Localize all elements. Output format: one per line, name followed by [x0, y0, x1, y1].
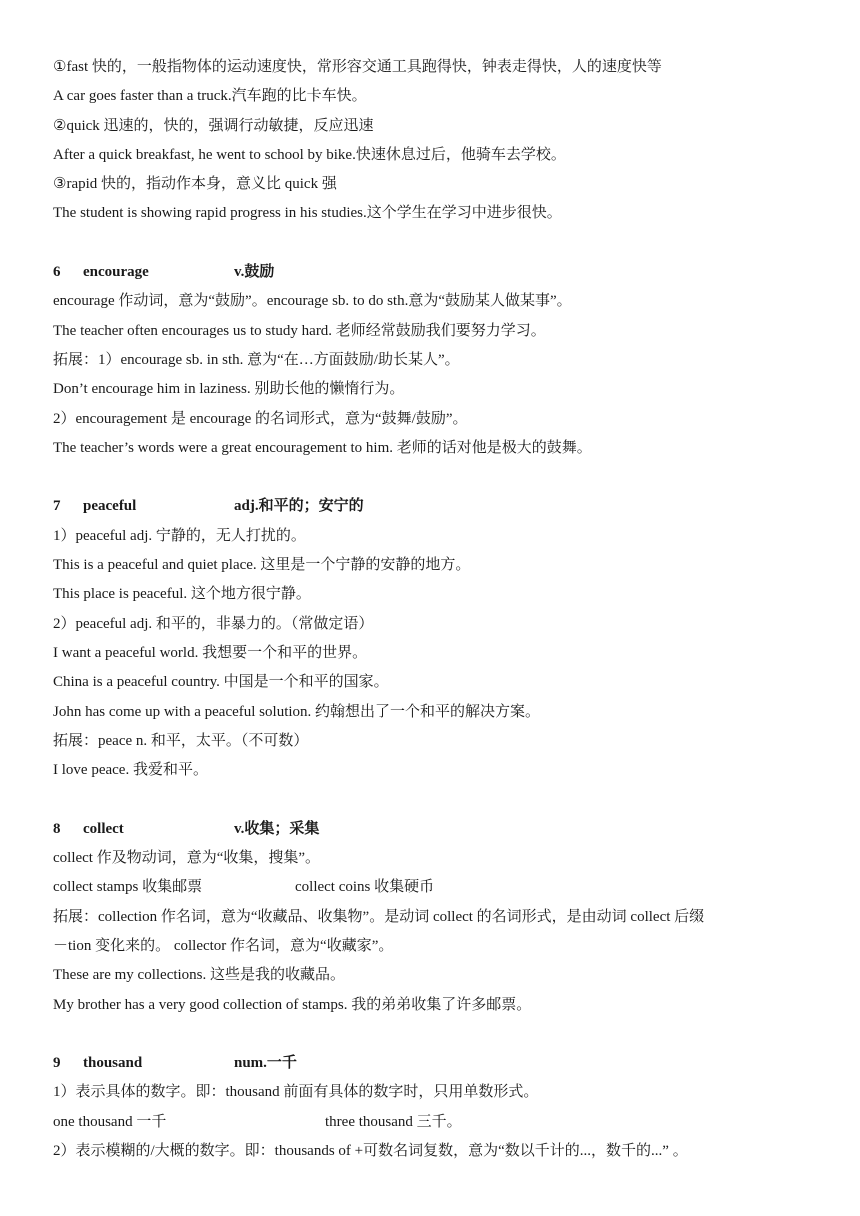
spacer: [53, 229, 823, 258]
section-word: peaceful: [83, 498, 137, 515]
text-line: I love peace. 我爱和平。: [53, 762, 208, 779]
section-heading-peaceful: [53, 492, 823, 521]
text-line: This is a peaceful and quiet place. 这里是一个宁静的安静的地方。: [53, 557, 471, 574]
text-line: 拓展：collection 作名词，意为“收藏品、收集物”。是动词 collect 的名词形式，是由动词 collect 后缀: [53, 908, 705, 925]
text-line: The teacher often encourages us to study hard. 老师经常鼓励我们要努力学习。: [53, 322, 546, 339]
section-number: 9: [53, 1055, 61, 1072]
text-line: After a quick breakfast, he went to school by bike.快速休息过后，他骑车去学校。: [53, 146, 566, 163]
text-line: 2）peaceful adj. 和平的，非暴力的。（常做定语）: [53, 615, 374, 632]
text-line: A car goes faster than a truck.汽车跑的比卡车快。: [53, 88, 367, 105]
example-right: three thousand 三千。: [325, 1113, 462, 1130]
section-pos: adj.和平的；安宁的: [234, 498, 364, 515]
text-line: 拓展：1）encourage sb. in sth. 意为“在…方面鼓励/助长某人”。: [53, 351, 460, 368]
section-heading-encourage: [53, 258, 823, 287]
section-word: collect: [83, 820, 124, 837]
example-left: collect stamps 收集邮票: [53, 879, 203, 896]
text-line: 1）peaceful adj. 宁静的，无人打扰的。: [53, 527, 306, 544]
section-number: 8: [53, 820, 61, 837]
text-line: The student is showing rapid progress in his studies.这个学生在学习中进步很快。: [53, 205, 562, 222]
section-heading-collect: [53, 815, 823, 844]
text-line: 1）表示具体的数字。即：thousand 前面有具体的数字时，只用单数形式。: [53, 1084, 539, 1101]
text-line: ①fast 快的，一般指物体的运动速度快，常形容交通工具跑得快，钟表走得快，人的速度快等: [53, 59, 662, 75]
text-line: 2）表示模糊的/大概的数字。即：thousands of +可数名词复数，意为“数以千计的...，数千的...” 。: [53, 1142, 688, 1159]
section-word: encourage: [83, 264, 149, 281]
section-number: 7: [53, 498, 61, 515]
example-pair-row: [53, 1108, 823, 1137]
section-number: 6: [53, 264, 61, 281]
text-line: China is a peaceful country. 中国是一个和平的国家。: [53, 674, 389, 691]
example-left: one thousand 一千: [53, 1113, 167, 1130]
section-pos: num.一千: [234, 1055, 297, 1072]
text-line: ②quick 迅速的，快的，强调行动敏捷，反应迅速: [53, 117, 374, 134]
spacer: [53, 785, 823, 814]
text-line: My brother has a very good collection of stamps. 我的弟弟收集了许多邮票。: [53, 996, 532, 1013]
text-line: －tion 变化来的。 collector 作名词，意为“收藏家”。: [53, 937, 394, 954]
text-line: John has come up with a peaceful solution. 约翰想出了一个和平的解决方案。: [53, 703, 541, 720]
text-line: 拓展：peace n. 和平，太平。（不可数）: [53, 732, 309, 749]
text-line: encourage 作动词，意为“鼓励”。encourage sb. to do sth.意为“鼓励某人做某事”。: [53, 293, 572, 310]
spacer: [53, 463, 823, 492]
text-line: ③rapid 快的，指动作本身，意义比 quick 强: [53, 176, 337, 193]
example-right: collect coins 收集硬币: [295, 879, 435, 896]
text-line: collect 作及物动词，意为“收集，搜集”。: [53, 850, 321, 867]
text-line: This place is peaceful. 这个地方很宁静。: [53, 586, 311, 603]
example-pair-row: [53, 873, 823, 902]
text-line: Don’t encourage him in laziness. 别助长他的懒惰行为。: [53, 381, 405, 398]
text-line: These are my collections. 这些是我的收藏品。: [53, 967, 346, 984]
text-line: The teacher’s words were a great encouragement to him. 老师的话对他是极大的鼓舞。: [53, 439, 592, 456]
section-pos: v.收集；采集: [234, 820, 320, 837]
section-pos: v.鼓励: [234, 264, 275, 281]
section-word: thousand: [83, 1055, 143, 1072]
spacer: [53, 1020, 823, 1049]
text-line: 2）encouragement 是 encourage 的名词形式，意为“鼓舞/鼓励”。: [53, 410, 468, 427]
document-page: [53, 53, 823, 1166]
section-heading-thousand: [53, 1049, 823, 1078]
text-line: I want a peaceful world. 我想要一个和平的世界。: [53, 644, 368, 661]
